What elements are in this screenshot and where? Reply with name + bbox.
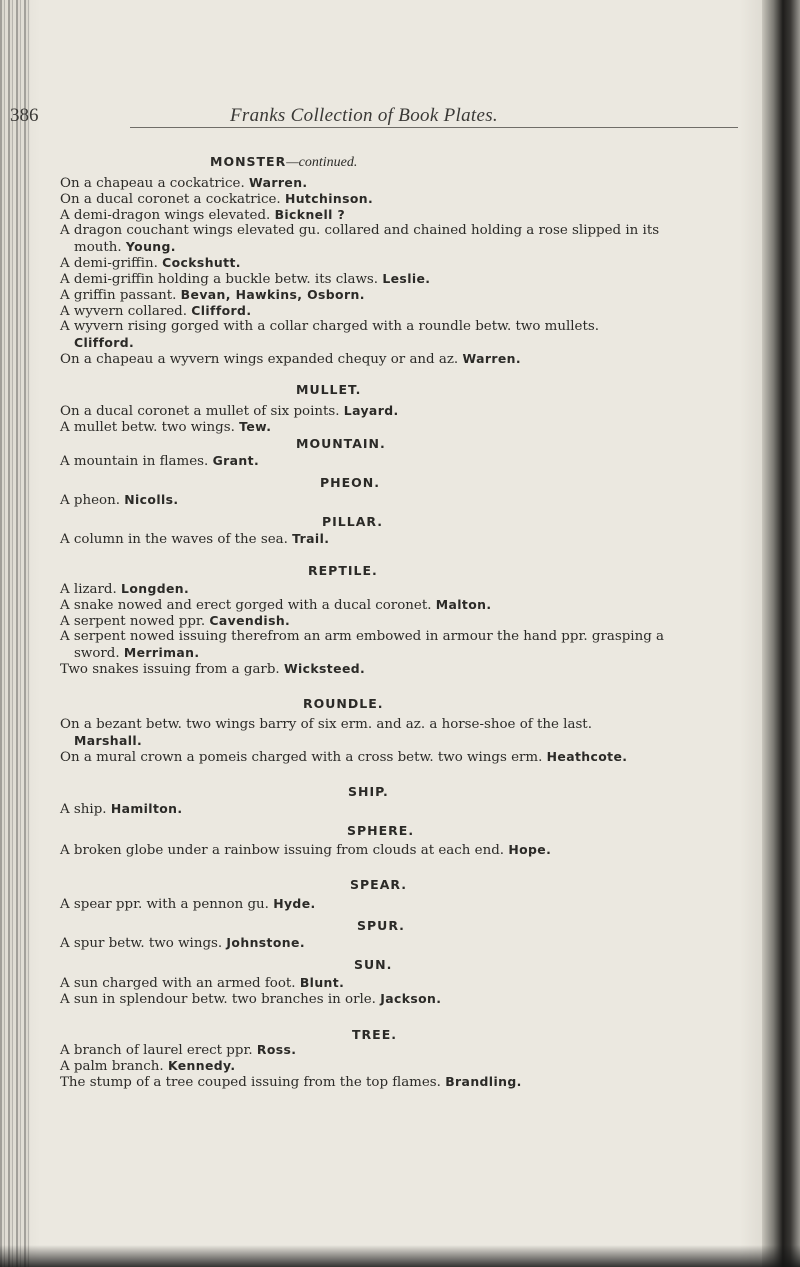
entry: A spear ppr. with a pennon gu. Hyde. (60, 896, 316, 912)
entry: On a chapeau a wyvern wings expanded chequy or and az. Warren. (60, 351, 521, 367)
section-heading-spear: SPEAR. (350, 877, 407, 892)
section-heading-reptile: REPTILE. (308, 563, 378, 578)
entry: A demi-dragon wings elevated. Bicknell ? (60, 207, 346, 223)
page-edge-shadow (762, 0, 800, 1267)
entry: On a chapeau a cockatrice. Warren. (60, 175, 308, 191)
section-heading-sphere: SPHERE. (347, 823, 415, 838)
entry: The stump of a tree couped issuing from the top flames. Brandling. (60, 1074, 522, 1090)
section-heading-roundle: ROUNDLE. (303, 696, 384, 711)
entry: A palm branch. Kennedy. (60, 1058, 236, 1074)
entry: A sun in splendour betw. two branches in orle. Jackson. (60, 991, 442, 1007)
entry-continuation: Clifford. (74, 335, 135, 350)
entry: A wyvern rising gorged with a collar charged with a roundle betw. two mullets. (60, 319, 599, 334)
entry: A lizard. Longden. (60, 581, 190, 597)
entry: A column in the waves of the sea. Trail. (60, 531, 330, 547)
entry: A wyvern collared. Clifford. (60, 303, 252, 319)
section-heading-mullet: MULLET. (296, 382, 362, 397)
entry: A pheon. Nicolls. (60, 492, 179, 508)
running-title: Franks Collection of Book Plates. (230, 105, 498, 126)
section-heading-sun: SUN. (354, 957, 393, 972)
entry: A griffin passant. Bevan, Hawkins, Osborn. (60, 287, 365, 303)
section-heading-ship: SHIP. (348, 784, 389, 799)
entry: A serpent nowed ppr. Cavendish. (60, 613, 291, 629)
entry: On a ducal coronet a mullet of six points. Layard. (60, 403, 399, 419)
entry: A broken globe under a rainbow issuing from clouds at each end. Hope. (60, 842, 552, 858)
section-heading-tree: TREE. (352, 1027, 397, 1042)
entry: A demi-griffin holding a buckle betw. its claws. Leslie. (60, 271, 431, 287)
section-heading-spur: SPUR. (357, 918, 405, 933)
header-rule (130, 127, 738, 128)
entry: A mountain in flames. Grant. (60, 453, 260, 469)
entry: On a bezant betw. two wings barry of six erm. and az. a horse-shoe of the last. (60, 717, 592, 732)
entry-continuation: mouth. Young. (74, 239, 176, 255)
binding-gutter (0, 0, 30, 1267)
entry: A spur betw. two wings. Johnstone. (60, 935, 305, 951)
entry-continuation: Marshall. (74, 733, 143, 748)
bottom-edge-shadow (0, 1245, 800, 1267)
section-heading-mountain: MOUNTAIN. (296, 436, 386, 451)
section-heading-pillar: PILLAR. (322, 514, 384, 529)
entry: A mullet betw. two wings. Tew. (60, 419, 272, 435)
entry: A demi-griffin. Cockshutt. (60, 255, 241, 271)
entry: On a mural crown a pomeis charged with a cross betw. two wings erm. Heathcote. (60, 749, 628, 765)
page-number: 386 (10, 105, 39, 126)
entry: Two snakes issuing from a garb. Wicksteed. (60, 661, 366, 677)
entry: A branch of laurel erect ppr. Ross. (60, 1042, 297, 1058)
entry-continuation: sword. Merriman. (74, 645, 200, 661)
entry: A ship. Hamilton. (60, 801, 183, 817)
entry: On a ducal coronet a cockatrice. Hutchinson. (60, 191, 374, 207)
section-heading-pheon: PHEON. (320, 475, 380, 490)
entry: A sun charged with an armed foot. Blunt. (60, 975, 345, 991)
entry: A dragon couchant wings elevated gu. collared and chained holding a rose slipped in its (60, 223, 660, 238)
section-heading-monster: MONSTER—continued. (210, 154, 358, 170)
entry: A snake nowed and erect gorged with a ducal coronet. Malton. (60, 597, 492, 613)
entry: A serpent nowed issuing therefrom an arm embowed in armour the hand ppr. grasping a (60, 629, 665, 644)
